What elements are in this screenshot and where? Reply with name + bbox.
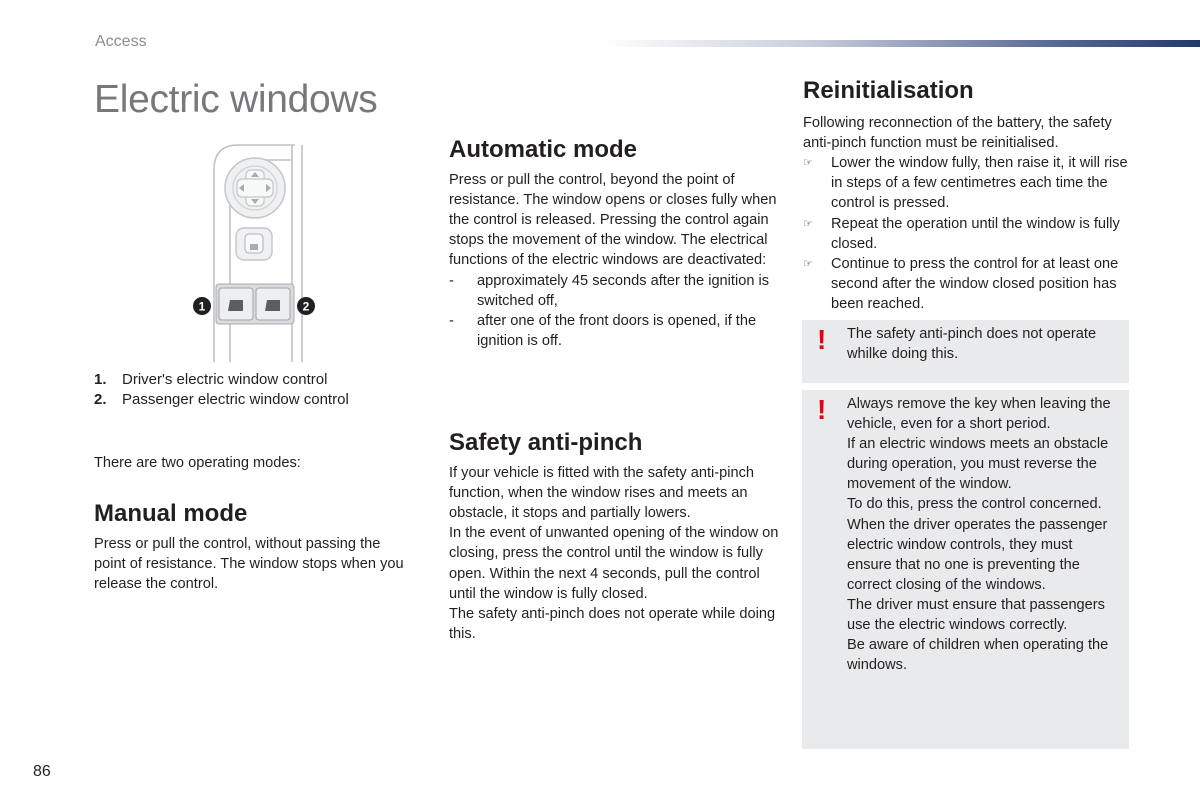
reinitialisation-section [803,77,1133,314]
warning-icon: ! [817,324,827,355]
reinitialisation-intro: Following reconnection of the battery, the safety anti-pinch function must be reinitialised. [803,115,1112,152]
deactivated-text: The electrical functions of the electric windows are deactivated: [449,232,768,269]
marker-1 [193,297,211,315]
warning-note-2 [802,390,1129,749]
safety-anti-pinch-section [449,429,779,644]
step-arrow-icon: ☞ [803,217,813,230]
warning-note-text: Always remove the key when leaving the vehicle, even for a short period. If an electric windows meets an obstacle during operation, you must reverse the movement of the window. To do this, press the control concerned. When the driver operates the passenger electric window controls, they must ensure that no one is preventing the correct closing of the windows. The driver must ensure that passengers use the electric windows correctly. Be aware of children when operating the windows. [847,396,1111,674]
step-arrow-icon: ☞ [803,257,813,270]
figure-captions [94,370,349,410]
manual-mode-section [94,500,409,594]
child-lock-icon [236,228,272,260]
svg-text:2: 2 [302,299,310,314]
list-item: ☞ Lower the window fully, then raise it, it will rise in steps of a few centimetres each time the control is pressed. [803,155,1128,212]
warning-note-1 [802,320,1129,383]
marker-2 [297,297,315,315]
automatic-mode-text: Press or pull the control, beyond the point of resistance. The window opens or closes fully when the control is released. Pressing the control again stops the movement of the window. [449,172,777,249]
driver-window-switch [219,288,253,320]
window-controls-illustration [190,140,320,365]
manual-mode-heading: Manual mode [94,500,248,527]
caption-number: 1. [94,371,107,388]
operating-modes-intro: There are two operating modes: [94,455,301,471]
list-item: ☞ Continue to press the control for at least one second after the window closed position has been reached. [803,255,1119,312]
automatic-mode-section [449,136,779,351]
caption-1 [94,370,349,390]
svg-text:1: 1 [198,299,206,314]
mirror-control-icon [225,158,285,218]
automatic-mode-heading: Automatic mode [449,136,638,163]
header-bar [600,40,1200,47]
automatic-mode-body [449,170,779,270]
reinitialisation-steps [803,153,1133,314]
list-item: - after one of the front doors is opened, if the ignition is off. [449,312,757,349]
section-tag: Access [95,33,147,50]
step-arrow-icon: ☞ [803,157,813,170]
page-title: Electric windows [94,78,378,121]
manual-mode-body: Press or pull the control, without passing the point of resistance. The window stops when you release the control. [94,536,404,593]
caption-number: 2. [94,391,107,408]
warning-note-text: The safety anti-pinch does not operate whilke doing this. [847,326,1097,363]
caption-text: Driver's electric window control [122,371,328,388]
warning-icon: ! [817,394,827,425]
list-item: - approximately 45 seconds after the ignition is switched off, [449,272,770,309]
page-number: 86 [33,763,51,780]
deactivation-list [449,271,779,351]
caption-text: Passenger electric window control [122,391,349,408]
passenger-window-switch [256,288,290,320]
safety-anti-pinch-body: If your vehicle is fitted with the safety anti-pinch function, when the window rises and meets an obstacle, it stops and partially lowers. In the event of unwanted opening of the window on closing, press the control until the window is fully open. Within the next 4 seconds, pull the control until the window is fully closed. The safety anti-pinch does not operate while doing this. [449,465,779,642]
caption-2 [94,390,349,410]
safety-anti-pinch-heading: Safety anti-pinch [449,429,643,456]
list-item: ☞ Repeat the operation until the window is fully closed. [803,215,1120,252]
reinitialisation-heading: Reinitialisation [803,77,974,104]
